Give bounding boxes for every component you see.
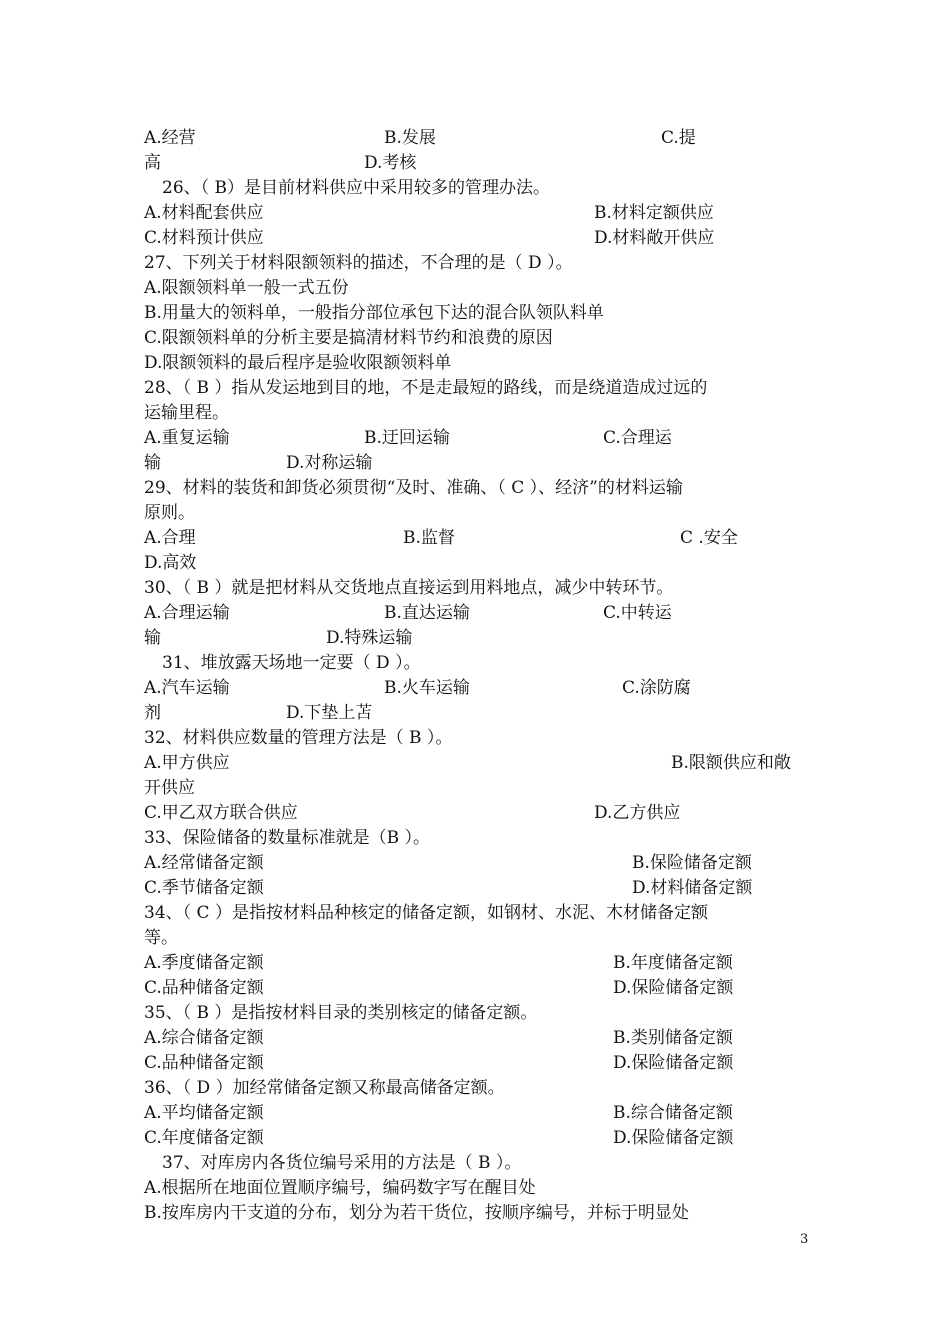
text-segment: C.甲乙双方联合供应 — [144, 803, 298, 823]
text-segment: D.保险储备定额 — [613, 1053, 734, 1073]
text-segment: D.考核 — [364, 153, 417, 173]
text-segment: D.高效 — [144, 553, 197, 573]
text-segment: A.重复运输 — [144, 428, 230, 448]
text-segment: 32、材料供应数量的管理方法是（ B ）。 — [144, 728, 453, 748]
text-segment: D.保险储备定额 — [613, 978, 734, 998]
text-segment: 34、（ C ）是指按材料品种核定的储备定额，如钢材、水泥、木材储备定额 — [144, 903, 708, 923]
text-segment: D.保险储备定额 — [613, 1128, 734, 1148]
text-segment: D.对称运输 — [286, 453, 373, 473]
text-segment: D.限额领料的最后程序是验收限额领料单 — [144, 353, 452, 373]
text-segment: C.中转运 — [603, 603, 672, 623]
text-segment: A.合理 — [144, 528, 196, 548]
text-segment: B.发展 — [384, 128, 436, 148]
text-segment: C.提 — [661, 128, 696, 148]
text-segment: C.限额领料单的分析主要是搞清材料节约和浪费的原因 — [144, 328, 553, 348]
text-segment: B.按库房内干支道的分布，划分为若干货位，按顺序编号，并标于明显处 — [144, 1203, 689, 1223]
text-segment: 高 — [144, 153, 161, 173]
text-segment: A.经营 — [144, 128, 196, 148]
text-segment: D.乙方供应 — [594, 803, 681, 823]
text-segment: A.平均储备定额 — [144, 1103, 264, 1123]
text-segment: C.品种储备定额 — [144, 1053, 264, 1073]
text-segment: A.材料配套供应 — [144, 203, 264, 223]
text-segment: 27、下列关于材料限额领料的描述，不合理的是（ D ）。 — [144, 253, 573, 273]
text-segment: C.季节储备定额 — [144, 878, 264, 898]
text-segment: 29、材料的装货和卸货必须贯彻“及时、准确、（ C ）、经济”的材料运输 — [144, 478, 683, 498]
text-segment: 开供应 — [144, 778, 195, 798]
text-segment: A.限额领料单一般一式五份 — [144, 278, 349, 298]
text-segment: D.材料敞开供应 — [594, 228, 715, 248]
text-segment: 剂 — [144, 703, 161, 723]
text-segment: A.汽车运输 — [144, 678, 230, 698]
text-segment: 等。 — [144, 928, 178, 948]
text-segment: 36、（ D ）加经常储备定额又称最高储备定额。 — [144, 1078, 505, 1098]
text-segment: B.材料定额供应 — [594, 203, 714, 223]
text-segment: B.类别储备定额 — [613, 1028, 733, 1048]
text-segment: B.年度储备定额 — [613, 953, 733, 973]
text-segment: 26、（ B）是目前材料供应中采用较多的管理办法。 — [162, 178, 551, 198]
text-segment: A.综合储备定额 — [144, 1028, 264, 1048]
text-segment: B.用量大的领料单，一般指分部位承包下达的混合队领队料单 — [144, 303, 604, 323]
text-segment: C.合理运 — [603, 428, 672, 448]
text-segment: B.监督 — [403, 528, 455, 548]
text-segment: C.材料预计供应 — [144, 228, 264, 248]
text-segment: A.经常储备定额 — [144, 853, 264, 873]
text-segment: D.材料储备定额 — [632, 878, 753, 898]
text-segment: B.保险储备定额 — [632, 853, 752, 873]
text-segment: 运输里程。 — [144, 403, 229, 423]
text-segment: 33、保险储备的数量标准就是（B ）。 — [144, 828, 431, 848]
text-segment: A.合理运输 — [144, 603, 230, 623]
text-segment: 30、（ B ）就是把材料从交货地点直接运到用料地点，减少中转环节。 — [144, 578, 674, 598]
text-segment: B.直达运输 — [384, 603, 470, 623]
text-segment: 37、对库房内各货位编号采用的方法是（ B ）。 — [162, 1153, 522, 1173]
text-segment: D.下垫上苫 — [286, 703, 373, 723]
text-segment: A.甲方供应 — [144, 753, 230, 773]
text-segment: B.综合储备定额 — [613, 1103, 733, 1123]
text-segment: 输 — [144, 453, 161, 473]
text-segment: B.限额供应和敞 — [671, 753, 791, 773]
text-segment: B.迂回运输 — [364, 428, 450, 448]
text-segment: C.年度储备定额 — [144, 1128, 264, 1148]
text-segment: 原则。 — [144, 503, 195, 523]
text-segment: C.涂防腐 — [622, 678, 691, 698]
text-segment: C.品种储备定额 — [144, 978, 264, 998]
page-number: 3 — [800, 1232, 809, 1247]
text-segment: D.特殊运输 — [326, 628, 413, 648]
text-segment: A.季度储备定额 — [144, 953, 264, 973]
text-segment: 28、（ B ）指从发运地到目的地，不是走最短的路线，而是绕道造成过远的 — [144, 378, 708, 398]
text-segment: 输 — [144, 628, 161, 648]
text-segment: A.根据所在地面位置顺序编号，编码数字写在醒目处 — [144, 1178, 536, 1198]
text-segment: 31、堆放露天场地一定要（ D ）。 — [162, 653, 421, 673]
text-segment: B.火车运输 — [384, 678, 470, 698]
text-segment: 35、（ B ）是指按材料目录的类别核定的储备定额。 — [144, 1003, 538, 1023]
text-segment: C .安全 — [680, 528, 738, 548]
